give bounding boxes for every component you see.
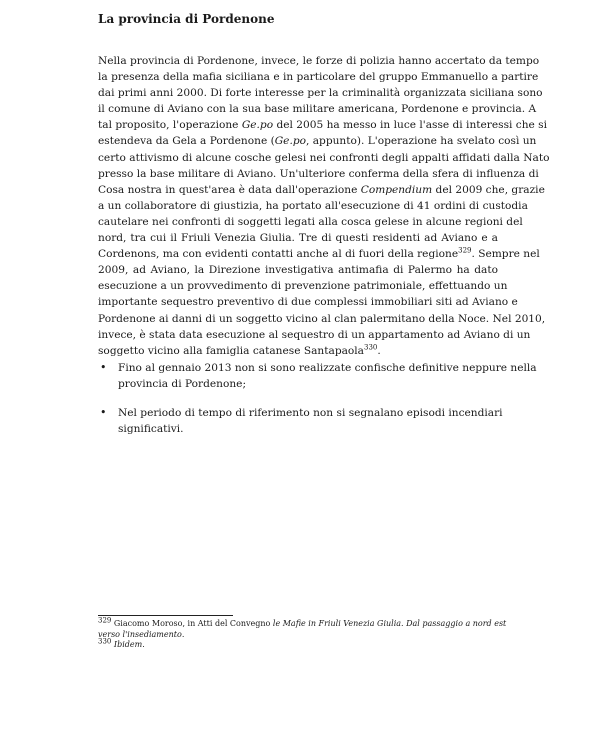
paragraph-line: Cosa nostra in quest'area è data dall'operazione Compendium del 2009 che, grazie <box>98 183 545 196</box>
bullet-line: Nel periodo di tempo di riferimento non si segnalano episodi incendiari <box>118 407 503 419</box>
paragraph-line: cautelare nei confronti di soggetti legati alla cosca gelese in alcune regioni del <box>98 215 523 228</box>
paragraph-line-text: soggetto vicino alla famiglia catanese Santapaola <box>98 344 364 357</box>
paragraph-line: Pordenone ai danni di un soggetto vicino al clan palermitano della Noce. Nel 2010, <box>98 312 546 325</box>
paragraph-line: la presenza della mafia siciliana e in particolare del gruppo Emmanuello a partire <box>98 71 539 84</box>
paragraph-line: nord, tra cui il Friuli Venezia Giulia. Tre di questi residenti ad Aviano e a <box>98 232 498 245</box>
bullet-line: provincia di Pordenone; <box>118 378 247 391</box>
footnote-number: 330 <box>98 637 112 646</box>
paragraph-line-text: Cordenons, ma con evidenti contatti anche al di fuori della regione <box>98 248 459 261</box>
footnote-ref-330[interactable]: 330 <box>364 343 378 352</box>
footnote-number: 329 <box>98 616 112 625</box>
paragraph-line: il comune di Aviano con la sua base militare americana, Pordenone e provincia. A <box>98 103 537 116</box>
paragraph-line: esecuzione a un provvedimento di prevenzione patrimoniale, effettuando un <box>98 280 508 293</box>
paragraph-line: presso la base militare di Aviano. Un'ulteriore conferma della sfera di influenza di <box>98 167 539 180</box>
paragraph-line: invece, è stata data esecuzione al sequestro di un appartamento ad Aviano di un <box>98 328 531 341</box>
footnote-text: Ibidem. <box>111 640 145 649</box>
section-heading: La provincia di Pordenone <box>98 12 275 26</box>
footnote-text: Giacomo Moroso, in Atti del Convegno <box>111 619 273 628</box>
footnote-330 <box>98 637 508 651</box>
footnote-title: verso l'insediamento <box>98 629 182 639</box>
bullet-line: significativi. <box>118 423 184 436</box>
paragraph-line: certo attivismo di alcune cosche gelesi nei confronti degli appalti affidati dalla Nato <box>98 151 550 164</box>
paragraph-line: soggetto vicino alla famiglia catanese Santapaola$^{330}$. <box>98 343 381 357</box>
paragraph-line: tal proposito, l'operazione Ge.po del 2005 ha messo in luce l'asse di interessi che si <box>98 119 547 132</box>
bullet-dot-icon: • <box>100 406 107 419</box>
footnote-ref-329[interactable]: 329 <box>458 246 472 255</box>
footnote-title: le Mafie in Friuli Venezia Giulia. Dal passaggio a nord est <box>272 619 507 628</box>
footnote-text: . <box>181 629 185 639</box>
paragraph-line: dai primi anni 2000. Di forte interesse per la criminalità organizzata siciliana sono <box>98 87 543 100</box>
main-paragraph <box>98 53 550 359</box>
footnote-329 <box>98 616 508 640</box>
bullet-line: Fino al gennaio 2013 non si sono realizzate confische definitive neppure nella <box>118 362 537 374</box>
bullet-dot-icon: • <box>100 361 107 374</box>
paragraph-line: Nella provincia di Pordenone, invece, le forze di polizia hanno accertato da tempo <box>98 55 540 67</box>
footnotes <box>98 616 508 651</box>
paragraph-line: importante sequestro preventivo di due complessi immobiliari siti ad Aviano e <box>98 296 518 309</box>
paragraph-line: 2009, ad Aviano, la Direzione investigativa antimafia di Palermo ha dato <box>98 264 498 277</box>
paragraph-line: a un collaboratore di giustizia, ha portato all'esecuzione di 41 ordini di custodia <box>98 199 528 212</box>
paragraph-line-tail: . Sempre nel <box>471 248 540 261</box>
paragraph-line <box>98 246 540 262</box>
paragraph-line: estendeva da Gela a Pordenone (Ge.po, appunto). L'operazione ha svelato così un <box>98 135 537 148</box>
footnote-separator <box>98 615 233 616</box>
